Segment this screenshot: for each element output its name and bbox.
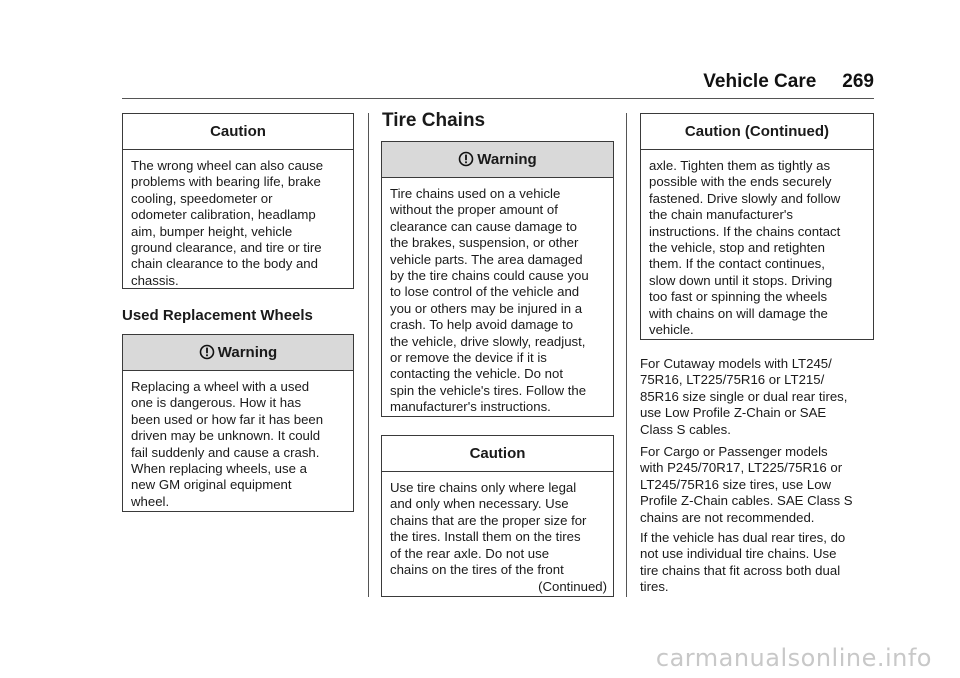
- warning-text: Tire chains used on a vehicle without the proper amount of clearance can cause damage to the brakes, suspension, or other vehicle parts. The area damaged by the tire chains could cause you to lose control of the vehicle and you or others may be injured in a crash. To help avoid damage to the vehicle, drive slowly, readjust, or remove the device if it is contacting the vehicle. Do not spin the vehicle's tires. Follow the manufacturer's instructions.: [390, 186, 589, 415]
- warning-box: [381, 141, 614, 417]
- column-divider-2: [626, 113, 627, 597]
- section-heading-used-wheels: Used Replacement Wheels: [122, 307, 313, 324]
- caution-box: [381, 435, 614, 597]
- header-rule: [122, 98, 874, 99]
- warning-icon: [458, 145, 474, 180]
- paragraph-dual-rear: If the vehicle has dual rear tires, do not use individual tire chains. Use tire chains that fit across both dual tires.: [640, 530, 846, 595]
- warning-label: Warning: [477, 151, 537, 168]
- caution-box: [122, 113, 354, 289]
- page-number: 269: [842, 71, 874, 92]
- paragraph-cutaway: For Cutaway models with LT245/ 75R16, LT225/75R16 or LT215/ 85R16 size single or dual rear tires, use Low Profile Z-Chain or SAE Class S cables.: [640, 356, 848, 437]
- section-heading-tire-chains: Tire Chains: [382, 110, 486, 131]
- caution-text: axle. Tighten them as tightly as possible with the ends securely fastened. Drive slowly and follow the chain manufacturer's instructions. If the chains contact the vehicle, stop and retighten them. If the contact continues, slow down until it stops. Driving too fast or spinning the wheels with chains on will damage the vehicle.: [649, 158, 841, 338]
- caution-text: Use tire chains only where legal and only when necessary. Use chains that are the proper size for the tires. Install them on the tires of the rear axle. Do not use chains on the tires of the front: [390, 480, 587, 578]
- warning-box: [122, 334, 354, 512]
- caution-title: Caution: [382, 436, 613, 472]
- warning-title: [123, 335, 353, 371]
- warning-text: Replacing a wheel with a used one is dangerous. How it has been used or how far it has been driven may be unknown. It could fail suddenly and cause a crash. When replacing wheels, use a new GM original equipment wheel.: [131, 379, 324, 509]
- warning-icon: [199, 338, 215, 373]
- paragraph-cargo: For Cargo or Passenger models with P245/70R17, LT225/75R16 or LT245/75R16 size tires, use Low Profile Z-Chain cables. SAE Class S chains are not recommended.: [640, 444, 853, 525]
- caution-title: Caution: [123, 114, 353, 150]
- caution-title: Caution (Continued): [641, 114, 873, 150]
- caution-text: The wrong wheel can also cause problems with bearing life, brake cooling, speedometer or odometer calibration, headlamp aim, bumper height, vehicle ground clearance, and tire or tire chain clearance to the body and chassis.: [131, 158, 324, 288]
- warning-label: Warning: [217, 344, 278, 361]
- column-divider-1: [368, 113, 369, 597]
- warning-title: [382, 142, 613, 178]
- continued-label: (Continued): [538, 579, 607, 595]
- caution-continued-box: [640, 113, 874, 340]
- page-header: [703, 71, 874, 93]
- section-name: Vehicle Care: [703, 71, 817, 92]
- watermark: carmanualsonline.info: [655, 644, 932, 672]
